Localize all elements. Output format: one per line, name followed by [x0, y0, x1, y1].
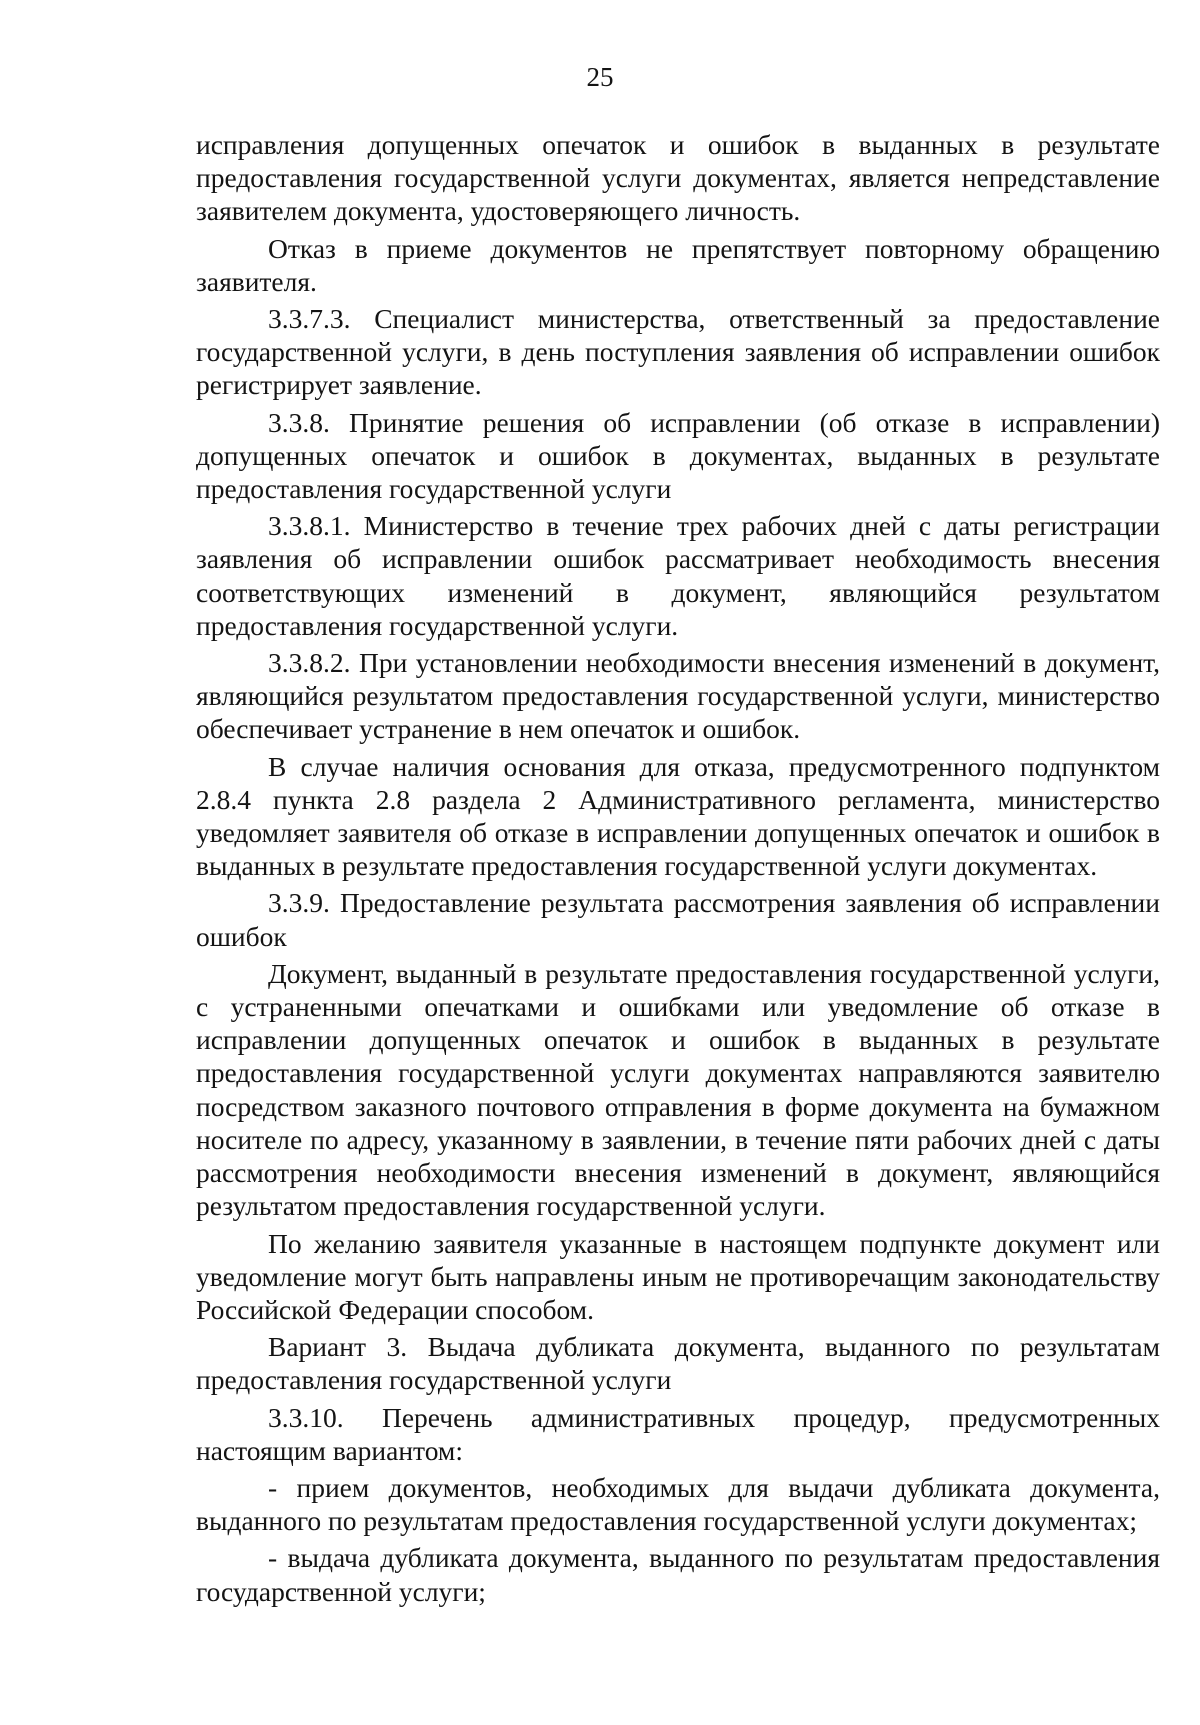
page-number: 25 — [586, 62, 614, 92]
paragraph-7: В случае наличия основания для отказа, предусмотренного подпунктом 2.8.4 пункта 2.8 раздела 2 Административного регламента, министерство уведомляет заявителя об отказе в исправлении допущенных опечаток и ошибок в выданных в результате предоставления государственной услуги документах. — [196, 750, 1160, 882]
paragraph-3: 3.3.7.3. Специалист министерства, ответственный за предоставление государственной услуги, в день поступления заявления об исправлении ошибок регистрирует заявление. — [196, 303, 1160, 401]
paragraph-4: 3.3.8. Принятие решения об исправлении (об отказе в исправлении) допущенных опечаток и ошибок в документах, выданных в результате предоставления государственной услуги — [196, 406, 1160, 505]
paragraph-2: Отказ в приеме документов не препятствует повторному обращению заявителя. — [196, 232, 1160, 297]
document-body — [196, 128, 1160, 1612]
paragraph-10: По желанию заявителя указанные в настоящем подпункте документ или уведомление могут быть направлены иным не противоречащим законодательству Российской Федерации способом. — [196, 1227, 1160, 1325]
paragraph-8: 3.3.9. Предоставление результата рассмотрения заявления об исправлении ошибок — [196, 887, 1160, 952]
paragraph-6: 3.3.8.2. При установлении необходимости внесения изменений в документ, являющийся результатом предоставления государственной услуги, министерство обеспечивает устранение в нем опечаток и ошибок. — [196, 647, 1160, 745]
paragraph-11: Вариант 3. Выдача дубликата документа, выданного по результатам предоставления государственной услуги — [196, 1331, 1160, 1396]
paragraph-9: Документ, выданный в результате предоставления государственной услуги, с устраненными опечатками и ошибками или уведомление об отказе в исправлении допущенных опечаток и ошибок в выданных в результате предоставления государственной услуги документах направляются заявителю посредством заказного почтового отправления в форме документа на бумажном носителе по адресу, указанному в заявлении, в течение пяти рабочих дней с даты рассмотрения необходимости внесения изменений в документ, являющийся результатом предоставления государственной услуги. — [196, 957, 1160, 1222]
paragraph-12: 3.3.10. Перечень административных процедур, предусмотренных настоящим вариантом: — [196, 1401, 1160, 1466]
list-item-1: - прием документов, необходимых для выдачи дубликата документа, выданного по результатам предоставления государственной услуги документах; — [196, 1471, 1160, 1537]
paragraph-1: исправления допущенных опечаток и ошибок в выданных в результате предоставления государственной услуги документах, является непредставление заявителем документа, удостоверяющего личность. — [196, 129, 1160, 227]
list-item-2: - выдача дубликата документа, выданного по результатам предоставления государственной услуги; — [196, 1542, 1160, 1607]
paragraph-5: 3.3.8.1. Министерство в течение трех рабочих дней с даты регистрации заявления об исправлении ошибок рассматривает необходимость внесения соответствующих изменений в документ, являющийся результатом предоставления государственной услуги. — [196, 510, 1160, 641]
